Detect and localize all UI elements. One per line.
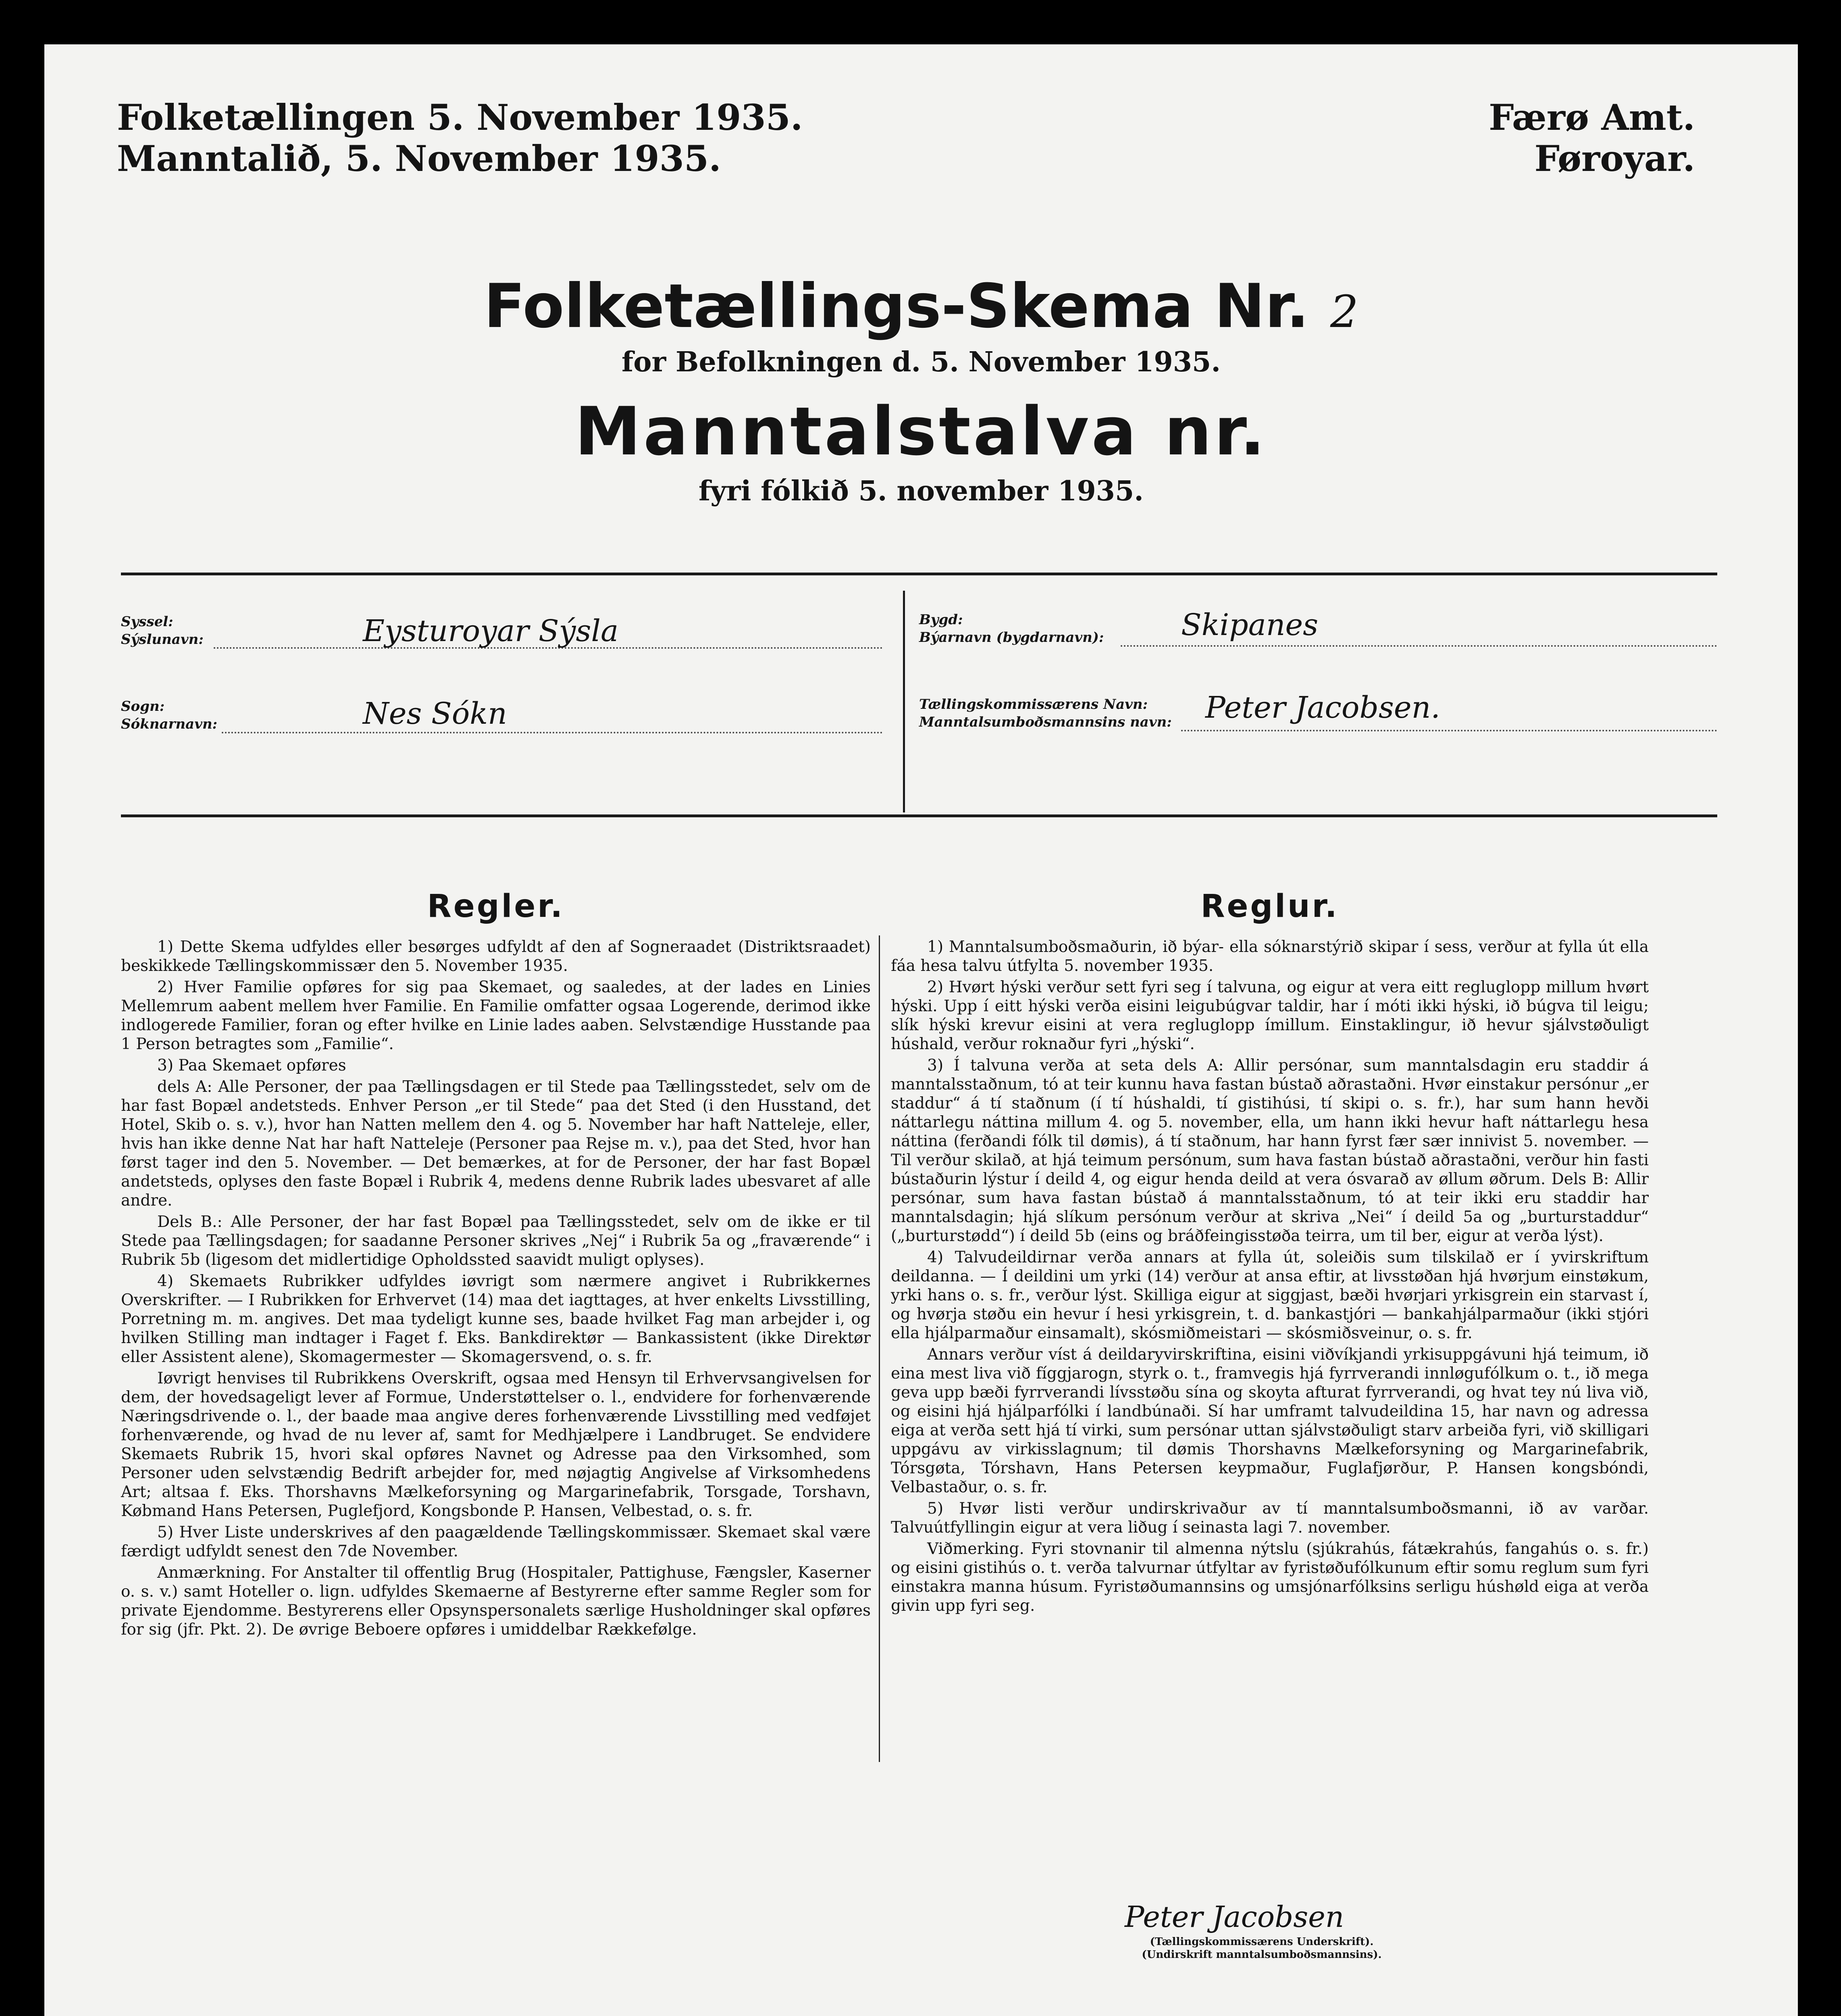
form-title — [44, 270, 1798, 348]
regler-paragraph: 1) Dette Skema udfyldes eller besørges udfyldt af den af Sogneraadet (Distriktsraadet) beskikkede Tællingskommissær den 5. November 1935. — [121, 938, 871, 975]
sogn-label: Sogn: Sóknarnavn: — [121, 698, 218, 732]
kommissaer-value: Peter Jacobsen. — [1205, 690, 1440, 725]
reglur-paragraph: 5) Hvør listi verður undirskrivaður av tí manntalsumboðsmanni, ið av varðar. Talvuútfyllingin eigur at vera liðug í seinasta lagi 7. november. — [891, 1500, 1649, 1537]
sogn-line — [222, 732, 883, 733]
census-date-header — [117, 97, 803, 179]
sogn-value: Nes Sókn — [363, 696, 507, 731]
regler-text — [121, 937, 871, 1641]
form-title-faroese: Manntalstalva nr. — [574, 393, 1268, 470]
form-subtitle-faroese: fyri fólkið 5. november 1935. — [699, 475, 1144, 507]
region-danish: Færø Amt. — [1489, 96, 1695, 138]
reglur-heading: Reglur. — [1200, 888, 1339, 925]
reglur-paragraph: Viðmerking. Fyri stovnanir til almenna nýtslu (sjúkrahús, fátækrahús, fangahús o. s. fr.) og eisini gistihús o. t. verða talvurnar útfyltar av fyristøðufólkunum eftir somu reglum sum fyri einstakra manna húsum. Fyristøðumannsins og umsjónarfólksins serligu húshøld eiga at verða givin upp fyri seg. — [891, 1540, 1649, 1615]
region-faroese: Føroyar. — [1534, 137, 1695, 179]
regler-paragraph: 4) Skemaets Rubrikker udfyldes iøvrigt som nærmere angivet i Rubrikkernes Overskrifter. — I Rubrikken for Erhvervet (14) maa det iagttages, at hver enkelts Livsstilling, Porretning m. m. angives. Det maa tydeligt kunne ses, baade hvilket Fag man arbejder i, og hvilken Stilling man indtager i Faget f. Eks. Bankdirektør — Bankassistent (ikke Direktør eller Assistent alene), Skomagermester — Skomagersvend, o. s. fr. — [121, 1272, 871, 1366]
header-faroese: Manntalið, 5. November 1935. — [117, 137, 721, 179]
census-form-page — [44, 44, 1798, 2016]
bottom-divider — [121, 814, 1717, 817]
kommissaer-line — [1181, 730, 1717, 731]
regler-paragraph: Anmærkning. For Anstalter til offentlig Brug (Hospitaler, Pattighuse, Fængsler, Kaserner o. s. v.) samt Hoteller o. lign. udfyldes Skemaerne af Bestyrerne efter samme Regler som for private Ejendomme. Bestyrerens eller Opsynspersonalets særlige Husholdninger skal opføres for sig (jfr. Pkt. 2). De øvrige Beboere opføres i umiddelbar Rækkefølge. — [121, 1564, 871, 1639]
kommissaer-label: Tællingskommissærens Navn: Manntalsumboðsmannsins navn: — [919, 696, 1172, 730]
commissioner-signature: Peter Jacobsen — [1125, 1900, 1344, 1934]
regler-paragraph: Iøvrigt henvises til Rubrikkens Overskrift, ogsaa med Hensyn til Erhvervsangivelsen for dem, der hovedsageligt lever af Formue, Understøttelser o. l., endvidere for forhenværende Næringsdrivende o. l., der baade maa angive deres forhenværende Livsstilling med vedføjet forhenværende, og hvad de nu lever af, samt for Medhjælpere i Landbruget. Se endvidere Skemaets Rubrik 15, hvori skal opføres Navnet og Adresse paa den Virksomhed, som Personer uden selvstændig Bedrift arbejder for, med nøjagtig Angivelse af Virksomhedens Art; altsaa f. Eks. Thorshavns Mælkeforsyning og Margarinefabrik, Torsgade, Torshavn, Købmand Hans Petersen, Puglefjord, Kongsbonde P. Hansen, Velbestad, o. s. fr. — [121, 1369, 871, 1520]
bygd-label: Bygd: Býarnavn (bygdarnavn): — [919, 612, 1104, 646]
regler-paragraph: 2) Hver Familie opføres for sig paa Skemaet, og saaledes, at der lades en Linies Mellemrum aabent mellem hver Familie. En Familie omfatter ogsaa Logerende, derimod ikke indlogerede Familier, foran og efter hvilke en Linie lades aaben. Selvstændige Husstande paa 1 Person betragtes som „Familie“. — [121, 978, 871, 1053]
reglur-paragraph: Annars verður víst á deildaryvirskriftina, eisini viðvíkjandi yrkisuppgávuni hjá teimum, ið eina mest liva við fíggjarogn, styrk o. t., framvegis hjá fyrrverandi innløgufólkum o. t., ið mega geva upp bæði fyrrverandi lívsstøðu sína og skoyta afturat fyrrverandi, og hvat tey nú liva við, og eisini hjá hjálparfólki í landbúnaði. Sí har umframt talvudeildina 15, har navn og adressa eiga at verða sett hjá tí virki, sum persónar uttan sjálvstøðuligt starv arbeiða fyri, við skilligari uppgávu av virkisslagnum; til dømis Thorshavns Mælkeforsyning og Margarinefabrik, Tórsgøta, Tórshavn, Hans Petersen keypmaður, Fuglafjørður, P. Hansen kongsbóndi, Velbastaður, o. s. fr. — [891, 1345, 1649, 1496]
rules-column-divider — [879, 935, 880, 1762]
top-divider — [121, 573, 1717, 575]
region-header — [1489, 97, 1695, 179]
form-title-text: Folketællings-Skema Nr. — [484, 271, 1309, 342]
regler-heading: Regler. — [427, 888, 565, 925]
reglur-paragraph: 1) Manntalsumboðsmaðurin, ið býar- ella sóknarstýrið skipar í sess, verður at fylla út ella fáa hesa talvu útfylta 5. november 1935. — [891, 938, 1649, 975]
syssel-label: Syssel: Sýslunavn: — [121, 614, 204, 648]
form-subtitle: for Befolkningen d. 5. November 1935. — [621, 346, 1221, 378]
bygd-value: Skipanes — [1181, 608, 1319, 642]
reglur-paragraph: 3) Í talvuna verða at seta dels A: Allir persónar, sum manntalsdagin eru staddir á manntalsstaðnum, tó at teir kunnu hava fastan bústað aðrastaðni. Hvør einstakur persónur „er staddur“ á tí staðnum (í tí húshaldi, tí gistihúsi, tí skipi o. s. fr.), har sum hann hevði náttarlegu náttina millum 4. og 5. november, ella, um hann ikki hevur haft náttarlegu hesa náttina (ferðandi fólk til dømis), á tí staðnum, har hann fyrst fær sær innivist 5. november. — Til verður skilað, at hjá teimum persónum, sum hava fastan bústað aðrastaðni, verður hin fasti bústaðurin lýstur í deild 4, og eigur henda deild at vera ósvarað av øllum øðrum. Dels B: Allir persónar, sum hava fastan bústað á manntalsstaðnum, tó at teir ikki eru staddir har manntalsdagin; hjá slíkum persónum verður at skriva „Nei“ í deild 5a og „burturstaddur“ („burturstødd“) í deild 5b (eins og bráðfeingisstøða teirra, um til ber, eigur at verða lýst). — [891, 1056, 1649, 1245]
form-number-handwritten: 2 — [1330, 286, 1358, 337]
bygd-line — [1121, 645, 1717, 647]
regler-paragraph: 5) Hver Liste underskrives af den paagældende Tællingskommissær. Skemaet skal være færdigt udfyldt senest den 7de November. — [121, 1523, 871, 1560]
regler-paragraph: Dels B.: Alle Personer, der har fast Bopæl paa Tællingsstedet, selv om de ikke er til Stede paa Tællingsdagen; for saadanne Personer skrives „Nej“ i Rubrik 5a og „fraværende“ i Rubrik 5b (ligesom det midlertidige Opholdssted saavidt muligt oplyses). — [121, 1213, 871, 1269]
syssel-value: Eysturoyar Sýsla — [363, 614, 619, 648]
regler-paragraph: dels A: Alle Personer, der paa Tællingsdagen er til Stede paa Tællingsstedet, selv om de har fast Bopæl andetsteds. Enhver Person „er til Stede“ paa det Sted (i den Husstand, det Hotel, Skib o. s. v.), hvor han Natten mellem den 4. og 5. November har haft Natteleje, eller, hvis han ikke denne Nat har haft Natteleje (Personer paa Rejse m. v.), paa det Sted, hvor han først tager ind den 5. November. — Det bemærkes, at for de Personer, der har fast Bopæl andetsteds, oplyses den faste Bopæl i Rubrik 4, medens denne Rubrik lades ubesvaret af alle andre. — [121, 1078, 871, 1210]
signature-caption: (Tællingskommissærens Underskrift). (Undirskrift manntalsumboðsmannsins). — [1142, 1936, 1382, 1961]
header-danish: Folketællingen 5. November 1935. — [117, 96, 803, 138]
regler-paragraph: 3) Paa Skemaet opføres — [157, 1056, 346, 1075]
field-column-divider — [903, 591, 905, 812]
reglur-text — [891, 937, 1649, 1618]
reglur-paragraph: 2) Hvørt hýski verður sett fyri seg í talvuna, og eigur at vera eitt regluglopp millum hvørt hýski. Upp í eitt hýski verða eisini leigubúgvar taldir, har í móti ikki hýski, ið búgva til leigu; slík hýski krevur eisini at vera regluglopp ímillum. Einstaklingur, ið hevur sjálvstøðuligt húshald, verður roknaður fyri „hýski“. — [891, 978, 1649, 1053]
reglur-paragraph: 4) Talvudeildirnar verða annars at fylla út, soleiðis sum tilskilað er í yvirskriftum deildanna. — Í deildini um yrki (14) verður at ansa eftir, at livsstøðan hjá hvørjum einstøkum, yrki hans o. s. fr., verður lýst. Skilliga eigur at siggjast, bæði hvørjari yrkisgrein ein starvast í, og hvørja støðu ein hevur í hesi yrkisgrein, t. d. bankastjóri — bankahjálparmaður (ikki stjóri ella hjálparmaður einsamalt), skósmiðmeistari — skósmiðsveinur, o. s. fr. — [891, 1248, 1649, 1342]
